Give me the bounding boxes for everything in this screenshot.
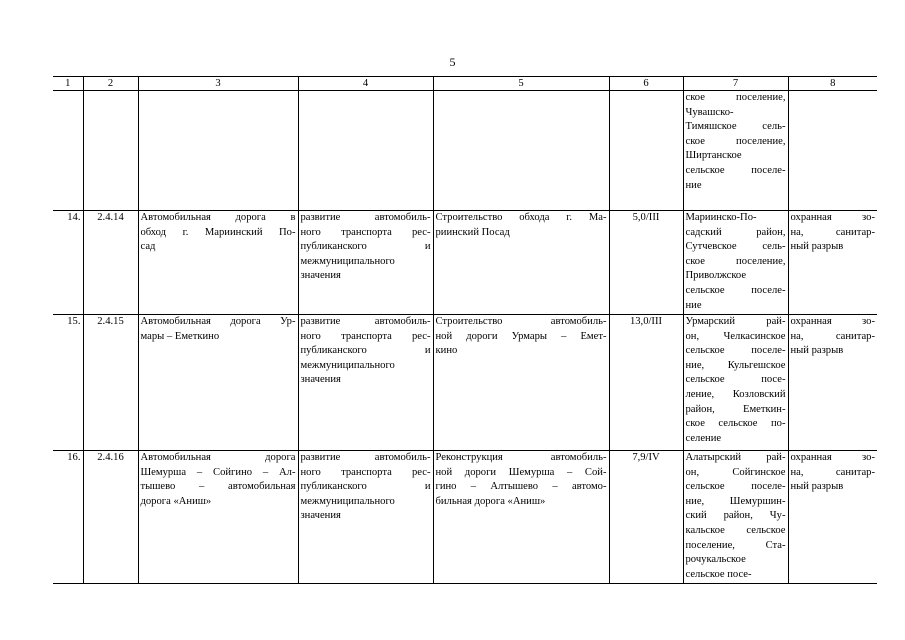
cell-number: 15. [53, 315, 83, 451]
document-table [53, 76, 877, 584]
text-line: кино [435, 345, 458, 357]
text-line: Мариинско-По- [685, 212, 757, 223]
text-line: обход г. Мариинский По- [140, 226, 296, 238]
column-header: 7 [683, 77, 788, 91]
text-line: развитие автомобиль- [300, 212, 431, 223]
table-row [53, 211, 877, 315]
text-line: Урмарский рай- [685, 316, 786, 327]
continuation-row [53, 91, 877, 211]
text-line: ский район, Чу- [685, 510, 786, 522]
text-line: ское поселение, [685, 255, 786, 267]
text-line: сад [140, 241, 156, 253]
text-line: Приволжское [685, 270, 747, 282]
cell-empty [138, 91, 298, 211]
text-line: сельское посе- [685, 374, 786, 386]
cell-empty [53, 91, 83, 211]
text-line: ние, Кульгешское [685, 359, 786, 371]
text-line: Строительство обхода г. Ма- [435, 212, 607, 223]
text-line: Шемурша – Сойгино – Ал- [140, 466, 296, 478]
text-line: Чувашско- [685, 106, 734, 118]
cell-zone [788, 211, 877, 315]
text-line: садский район, [685, 226, 786, 238]
cell-empty [433, 91, 609, 211]
text-line: сельское посе- [685, 568, 752, 580]
text-line: Тимяшское сель- [685, 121, 786, 133]
text-line: дорога «Аниш» [140, 495, 212, 507]
text-line: Алатырский рай- [685, 452, 786, 463]
text-line: Автомобильная дорога Ур- [140, 316, 296, 327]
text-line: Автомобильная дорога [140, 452, 296, 463]
cell-location [683, 211, 788, 315]
text-line: ной дороги Шемурша – Сой- [435, 466, 607, 478]
cell-value: 7,9/IV [609, 451, 683, 584]
text-line: рочукальское [685, 554, 746, 566]
cell-purpose [298, 211, 433, 315]
cell-empty [788, 91, 877, 211]
text-line: Ширтанское [685, 150, 742, 162]
column-header: 5 [433, 77, 609, 91]
cell-number: 16. [53, 451, 83, 584]
cell-zone [788, 451, 877, 584]
cell-object-name [138, 315, 298, 451]
cell-empty [609, 91, 683, 211]
text-line: ный разрыв [790, 241, 844, 253]
table-row [53, 315, 877, 451]
text-line: сельское поселе- [685, 345, 786, 357]
cell-object-name [138, 451, 298, 584]
column-header: 6 [609, 77, 683, 91]
cell-purpose [298, 451, 433, 584]
cell-value: 5,0/III [609, 211, 683, 315]
text-line: Реконструкция автомобиль- [435, 452, 607, 463]
column-header: 1 [53, 77, 83, 91]
text-line: ское поселение, [685, 135, 786, 147]
text-line: ское сельское по- [685, 418, 786, 430]
text-line: риинский Посад [435, 226, 510, 238]
text-line: значения [300, 270, 341, 282]
column-header: 2 [83, 77, 138, 91]
text-line: ного транспорта рес- [300, 466, 431, 478]
text-line: публиканского и [300, 241, 431, 253]
text-line: поселение, Ста- [685, 539, 786, 551]
cell-purpose [298, 315, 433, 451]
cell-empty [298, 91, 433, 211]
text-line: на, санитар- [790, 330, 875, 342]
column-header: 3 [138, 77, 298, 91]
text-line: Строительство автомобиль- [435, 316, 607, 327]
text-line: публиканского и [300, 481, 431, 493]
text-line: он, Сойгинское [685, 466, 786, 478]
text-line: Автомобильная дорога в [140, 212, 296, 223]
cell-location [683, 451, 788, 584]
page-number: 5 [449, 55, 456, 69]
text-line: значения [300, 374, 341, 386]
text-line: сельское поселе- [685, 481, 786, 493]
cell-location [683, 91, 788, 211]
text-line: межмуниципального [300, 495, 395, 507]
text-line: сельское поселе- [685, 164, 786, 176]
text-line: охранная зо- [790, 212, 875, 223]
table-header-row [53, 77, 877, 91]
text-line: значения [300, 510, 341, 522]
text-line: ние, Шемуршин- [685, 495, 786, 507]
table-row [53, 451, 877, 584]
text-line: ный разрыв [790, 481, 844, 493]
text-line: селение [685, 432, 722, 444]
text-line: район, Еметкин- [685, 403, 786, 415]
cell-object-name [138, 211, 298, 315]
text-line: кальское сельское [685, 524, 786, 536]
cell-location [683, 315, 788, 451]
text-line: ного транспорта рес- [300, 330, 431, 342]
text-line: ние [685, 179, 702, 191]
text-line: тышево – автомобильная [140, 481, 296, 493]
text-line: публиканского и [300, 345, 431, 357]
text-line: мары – Еметкино [140, 330, 220, 342]
cell-empty [83, 91, 138, 211]
text-line: гино – Алтышево – автомо- [435, 481, 607, 493]
cell-action [433, 315, 609, 451]
cell-code: 2.4.15 [83, 315, 138, 451]
text-line: охранная зо- [790, 452, 875, 463]
column-header: 4 [298, 77, 433, 91]
cell-number: 14. [53, 211, 83, 315]
text-line: межмуниципального [300, 255, 395, 267]
text-line: развитие автомобиль- [300, 316, 431, 327]
cell-zone [788, 315, 877, 451]
cell-action [433, 451, 609, 584]
text-line: Сутчевское сель- [685, 241, 786, 253]
text-line: он, Челкасинское [685, 330, 786, 342]
column-header: 8 [788, 77, 877, 91]
text-line: ной дороги Урмары – Емет- [435, 330, 607, 342]
text-line: ление, Козловский [685, 388, 786, 400]
text-line: бильная дорога «Аниш» [435, 495, 546, 507]
cell-value: 13,0/III [609, 315, 683, 451]
text-line: ного транспорта рес- [300, 226, 431, 238]
cell-code: 2.4.14 [83, 211, 138, 315]
text-line: сельское поселе- [685, 284, 786, 296]
text-line: на, санитар- [790, 226, 875, 238]
text-line: ный разрыв [790, 345, 844, 357]
text-line: развитие автомобиль- [300, 452, 431, 463]
text-line: ние [685, 299, 702, 311]
text-line: охранная зо- [790, 316, 875, 327]
cell-code: 2.4.16 [83, 451, 138, 584]
text-line: ское поселение, [685, 92, 786, 103]
text-line: межмуниципального [300, 359, 395, 371]
text-line: на, санитар- [790, 466, 875, 478]
cell-action [433, 211, 609, 315]
